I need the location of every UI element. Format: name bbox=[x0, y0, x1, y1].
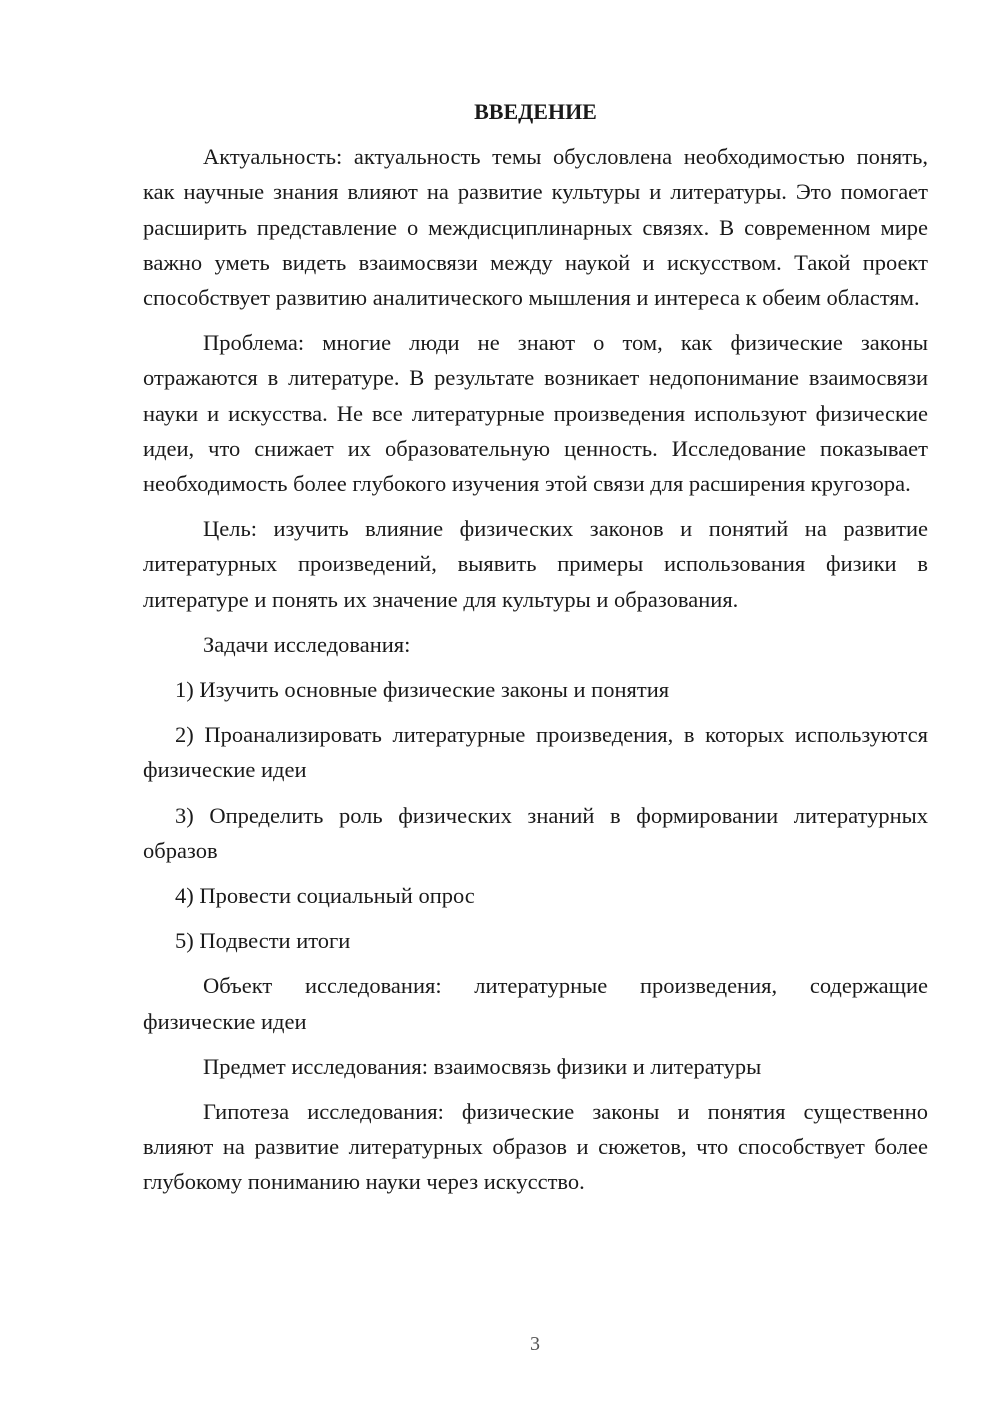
list-item: 1) Изучить основные физические законы и понятия bbox=[175, 677, 670, 703]
tasks-heading: Задачи исследования: bbox=[203, 631, 411, 657]
list-item: 2) Проанализировать литературные произведения, в которых используются физические идеи bbox=[143, 722, 928, 783]
goal-paragraph: Цель: изучить влияние физических законов и понятий на развитие литературных произведений, выявить примеры использования физики в литературе и понять их значение для культуры и образования. bbox=[143, 516, 928, 612]
relevance-paragraph: Актуальность: актуальность темы обусловлена необходимостью понять, как научные знания влияют на развитие культуры и литературы. Это помогает расширить представление о междисциплинарных связях. В современном мире важно уметь видеть взаимосвязи между наукой и искусством. Такой проект способствует развитию аналитического мышления и интереса к обеим областям. bbox=[143, 144, 928, 311]
page-number: 3 bbox=[530, 1333, 540, 1355]
hypothesis-paragraph: Гипотеза исследования: физические законы и понятия существенно влияют на развитие литературных образов и сюжетов, что способствует более глубокому пониманию науки через искусство. bbox=[143, 1099, 928, 1195]
subject-paragraph: Предмет исследования: взаимосвязь физики и литературы bbox=[203, 1053, 762, 1079]
problem-paragraph: Проблема: многие люди не знают о том, как физические законы отражаются в литературе. В результате возникает недопонимание взаимосвязи науки и искусства. Не все литературные произведения используют физические идеи, что снижает их образовательную ценность. Исследование показывает необходимость более глубокого изучения этой связи для расширения кругозора. bbox=[143, 330, 928, 497]
list-item: 5) Подвести итоги bbox=[175, 928, 351, 954]
list-item: 3) Определить роль физических знаний в формировании литературных образов bbox=[143, 802, 928, 863]
page-title: ВВЕДЕНИЕ bbox=[474, 99, 597, 124]
object-paragraph: Объект исследования: литературные произведения, содержащие физические идеи bbox=[143, 973, 928, 1034]
list-item: 4) Провести социальный опрос bbox=[175, 883, 475, 909]
tasks-list bbox=[143, 672, 928, 958]
page-content bbox=[143, 94, 928, 1200]
